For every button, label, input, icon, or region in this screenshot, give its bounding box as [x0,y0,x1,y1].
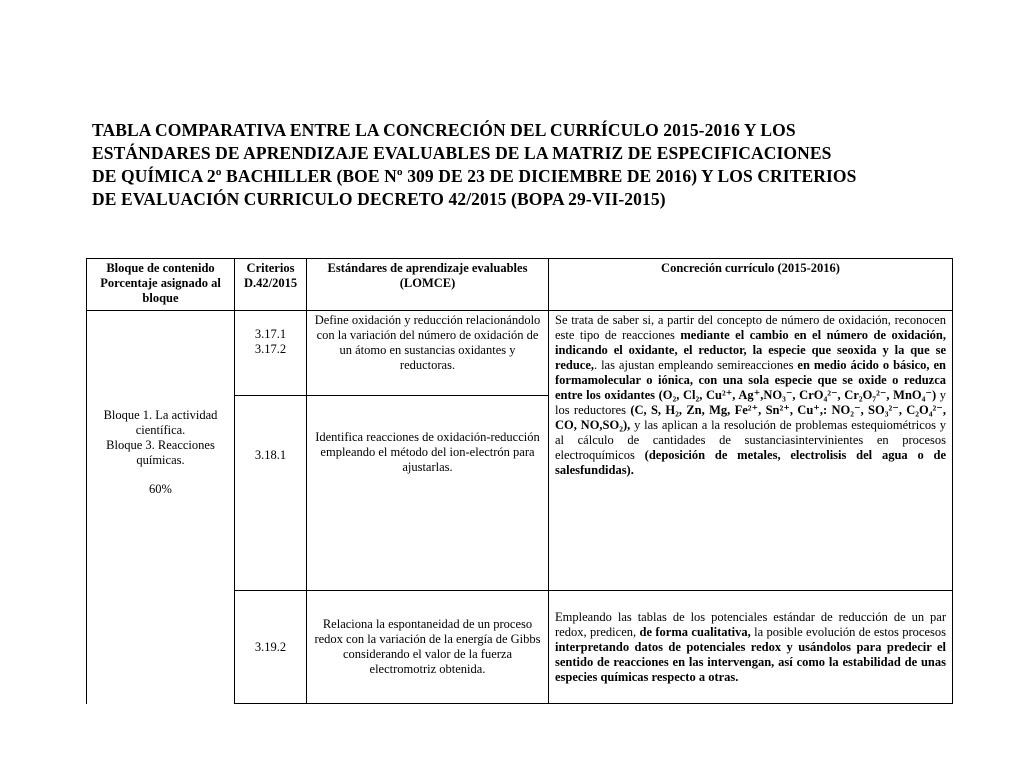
conc1-text-1: Se trata de saber si, a partir del concepto de número de oxidación, reconocen este tipo de reacciones [555,313,946,342]
conc1-text-3: y los reductores [555,388,946,417]
bloque-line-2: Bloque 3. Reacciones químicas. [106,437,215,467]
conc1-bold-2: en medio ácido o básico, en formamolecular o iónica, con una sola especie que se oxide o reduzca entre los oxidantes (O₂, Cl₂, Cu²⁺, Ag⁺,NO₃⁻, CrO₄²⁻, Cr₂O₇²⁻, MnO₄⁻) [555,358,947,402]
title-line-3: DE QUÍMICA 2º BACHILLER (BOE Nº 309 DE 23 DE DICIEMBRE DE 2016) Y LOS CRITERIOS [92,166,857,186]
conc2-text-1: Empleando las tablas de los potenciales estándar de reducción de un par redox, predicen, [555,609,946,639]
bloque-cell [87,311,235,704]
conc2-text-2: la posible evolución de estos procesos [754,624,947,639]
criterios-cell: 3.19.2 [235,591,307,704]
conc1-text-2: . las ajustan empleando semireacciones [594,358,794,372]
conc1-bold-3: (C, S, H₂, Zn, Mg, Fe²⁺, Sn²⁺, Cu⁺,: NO₂⁻, SO₃²⁻, C₂O₄²⁻, CO, NO,SO₂), [555,403,946,432]
estandar-cell: Relaciona la espontaneidad de un proceso redox con la variación de la energía de Gibbs considerando el valor de la fuerza electromotriz obtenida. [307,591,549,704]
title-line-1: TABLA COMPARATIVA ENTRE LA CONCRECIÓN DEL CURRÍCULO 2015-2016 Y LOS [92,120,796,140]
conc2-bold-2: interpretando datos de potenciales redox y usándolos para predecir el sentido de reacciones en las intervengan, así como la estabilidad de unas especies químicas respecto a otras. [555,639,946,684]
header-row [87,259,953,311]
table-row [87,311,953,396]
estandar-cell: Identifica reacciones de oxidación-reducción empleando el método del ion-electrón para ajustarlas. [307,396,549,591]
bloque-percent: 60% [149,481,172,496]
conc1-bold-1: mediante el cambio en el número de oxidación, indicando el oxidante, el reductor, la especie que seoxida y la que se reduce, [555,328,947,372]
document-title [92,119,972,211]
bloque-line-1: Bloque 1. La actividad científica. [103,407,218,437]
conc2-bold-1: de forma cualitativa, [639,624,751,639]
header-criterios: Criterios D.42/2015 [235,259,307,311]
header-estandares: Estándares de aprendizaje evaluables (LOMCE) [307,259,549,311]
header-bloque: Bloque de contenido Porcentaje asignado al bloque [87,259,235,311]
conc1-bold-4: (deposición de metales, electrolisis del agua o de salesfundidas). [555,448,947,477]
estandar-cell: Define oxidación y reducción relacionándolo con la variación del número de oxidación de un átomo en sustancias oxidantes y reductoras. [307,311,549,396]
title-line-2: ESTÁNDARES DE APRENDIZAJE EVALUABLES DE LA MATRIZ DE ESPECIFICACIONES [92,143,832,163]
comparison-table [86,258,953,704]
criterios-cell: 3.17.1 3.17.2 [235,311,307,396]
concrecion-cell-2 [549,591,953,704]
concrecion-cell-1 [549,311,953,591]
header-concrecion: Concreción currículo (2015-2016) [549,259,953,311]
conc1-text-4: y las aplican a la resolución de problemas estequiométricos y al cálculo de cantidades de sustanciasintervinientes en procesos electroquímicos [555,418,946,462]
criterios-cell: 3.18.1 [235,396,307,591]
title-line-4: DE EVALUACIÓN CURRICULO DECRETO 42/2015 (BOPA 29-VII-2015) [92,189,666,209]
